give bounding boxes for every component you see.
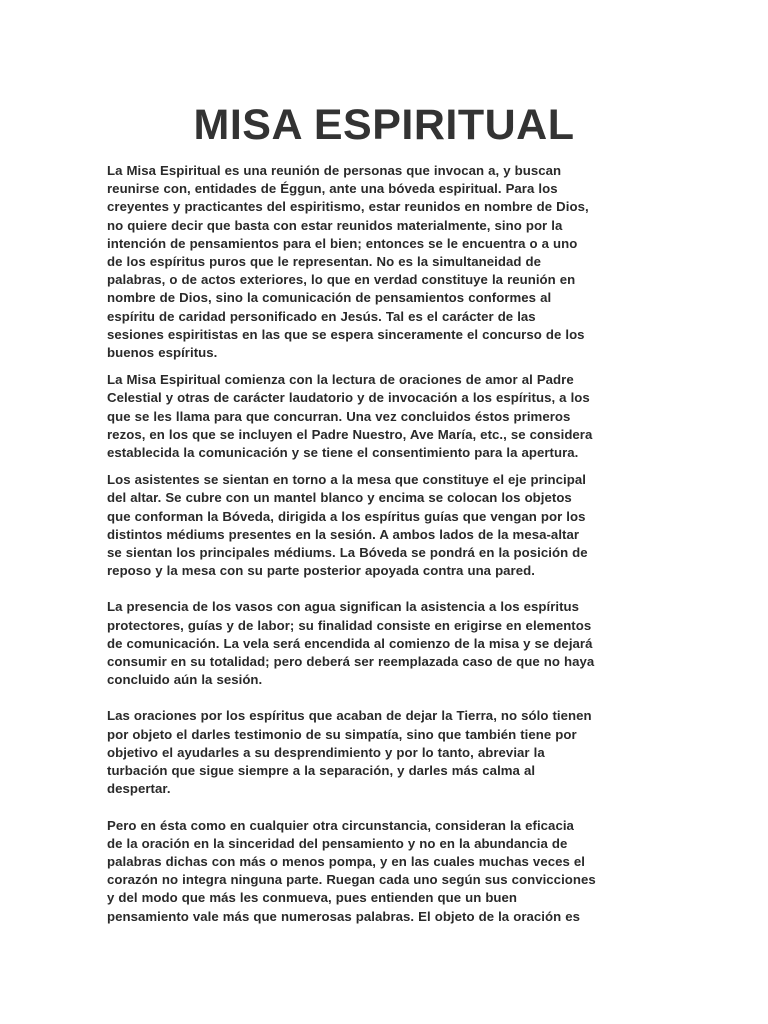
page-title: MISA ESPIRITUAL xyxy=(193,101,575,149)
paragraph-4: La presencia de los vasos con agua significan la asistencia a los espíritus protectores, guías y de labor; su finalidad consiste en erigirse en elementos de comunicación. La vela será encendida al comienzo de la misa y se dejará consumir en su totalidad; pero deberá ser reemplazada caso de que no haya concluido aún la sesión. xyxy=(107,599,595,688)
paragraph-5: Las oraciones por los espíritus que acaban de dejar la Tierra, no sólo tienen por objeto el darles testimonio de su simpatía, sino que también tiene por objetivo el ayudarles a su desprendimiento y por lo tanto, abreviar la turbación que sigue siempre a la separación, y darles más calma al despertar. xyxy=(107,708,592,797)
document-body xyxy=(107,162,659,926)
paragraph-2: La Misa Espiritual comienza con la lectura de oraciones de amor al Padre Celestial y otras de carácter laudatorio y de invocación a los espíritus, a los que se les llama para que concurran. Una vez concluidos éstos primeros rezos, en los que se incluyen el Padre Nuestro, Ave María, etc., se considera establecida la comunicación y se tiene el consentimiento para la apertura. xyxy=(107,372,593,461)
paragraph-1: La Misa Espiritual es una reunión de personas que invocan a, y buscan reunirse con, entidades de Éggun, ante una bóveda espiritual. Para los creyentes y practicantes del espiritismo, estar reunidos en nombre de Dios, no quiere decir que basta con estar reunidos materialmente, sino por la intención de pensamientos para el bien; entonces se le encuentra o a uno de los espíritus puros que le representan. No es la simultaneidad de palabras, o de actos exteriores, lo que en verdad constituye la reunión en nombre de Dios, sino la comunicación de pensamientos conformes al espíritu de caridad personificado en Jesús. Tal es el carácter de las sesiones espiritistas en las que se espera sinceramente el concurso de los buenos espíritus. xyxy=(107,163,589,361)
paragraph-6: Pero en ésta como en cualquier otra circunstancia, consideran la eficacia de la oración en la sinceridad del pensamiento y no en la abundancia de palabras dichas con más o menos pompa, y en las cuales muchas veces el corazón no integra ninguna parte. Ruegan cada uno según sus convicciones y del modo que más les conmueva, pues entienden que un buen pensamiento vale más que numerosas palabras. El objeto de la oración es xyxy=(107,817,596,924)
paragraph-3: Los asistentes se sientan en torno a la mesa que constituye el eje principal del altar. Se cubre con un mantel blanco y encima se colocan los objetos que conforman la Bóveda, dirigida a los espíritus guías que vengan por los distintos médiums presentes en la sesión. A ambos lados de la mesa-altar se sientan los principales médiums. La Bóveda se pondrá en la posición de reposo y la mesa con su parte posterior apoyada contra una pared. xyxy=(107,472,588,579)
